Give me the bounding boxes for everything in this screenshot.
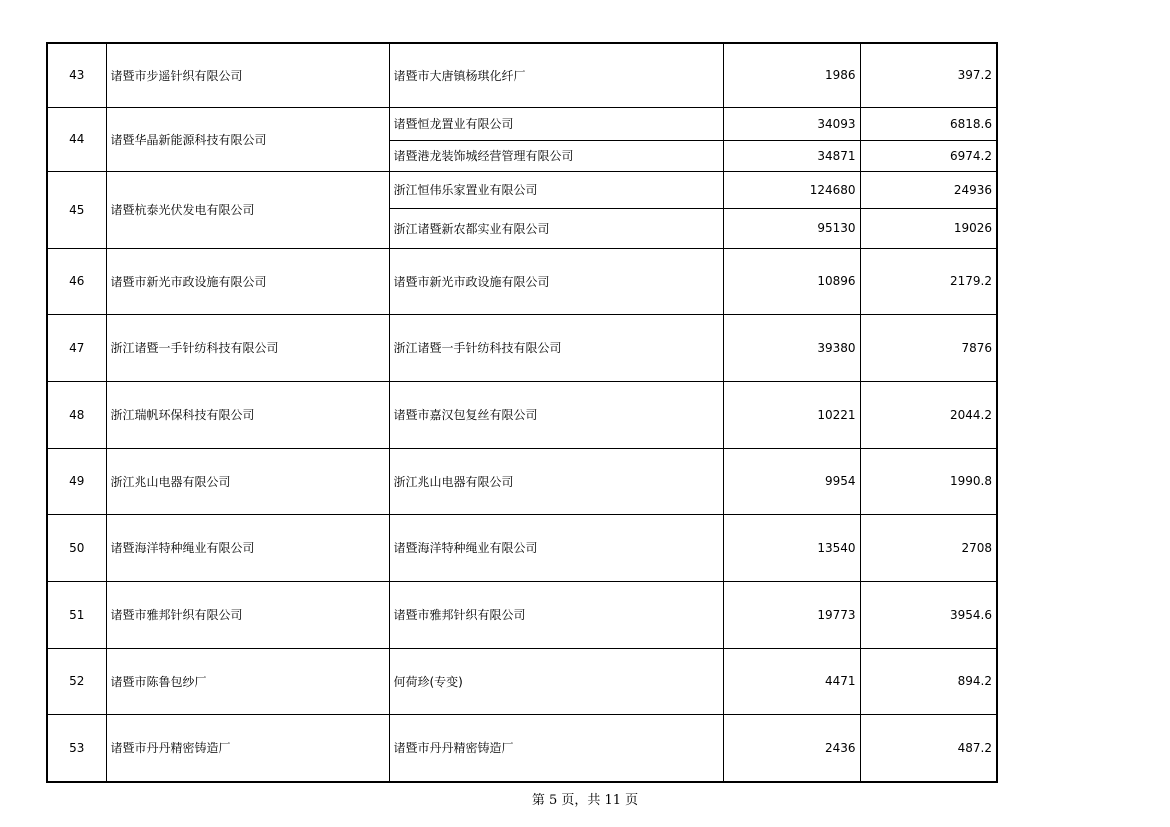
entry-name-cell: 何荷珍(专变) [389,648,723,714]
row-number-cell: 43 [47,43,106,107]
value-2-cell: 6818.6 [860,107,997,140]
value-1-cell: 9954 [723,448,860,514]
table-row [47,171,997,208]
entry-name-cell: 诸暨恒龙置业有限公司 [389,107,723,140]
table-row [47,581,997,648]
value-1-cell: 10896 [723,248,860,314]
value-2-cell: 2179.2 [860,248,997,314]
value-2-cell: 24936 [860,171,997,208]
entry-name-cell: 诸暨市丹丹精密铸造厂 [389,714,723,782]
row-number-cell: 51 [47,581,106,648]
value-1-cell: 19773 [723,581,860,648]
table-row [47,714,997,782]
entry-name-cell: 浙江恒伟乐家置业有限公司 [389,171,723,208]
entry-name-cell: 浙江诸暨新农都实业有限公司 [389,208,723,248]
value-2-cell: 2044.2 [860,381,997,448]
company-name-cell: 诸暨市丹丹精密铸造厂 [106,714,389,782]
row-number-cell: 50 [47,514,106,581]
value-1-cell: 2436 [723,714,860,782]
company-name-cell: 诸暨杭泰光伏发电有限公司 [106,171,389,248]
row-number-cell: 49 [47,448,106,514]
page-footer: 第 5 页，共 11 页 [531,793,639,808]
table-row [47,381,997,448]
entry-name-cell: 诸暨市雅邦针织有限公司 [389,581,723,648]
value-1-cell: 34093 [723,107,860,140]
table-row [47,648,997,714]
value-2-cell: 1990.8 [860,448,997,514]
row-number-cell: 45 [47,171,106,248]
value-1-cell: 124680 [723,171,860,208]
table-row [47,314,997,381]
row-number-cell: 46 [47,248,106,314]
value-1-cell: 95130 [723,208,860,248]
row-number-cell: 48 [47,381,106,448]
company-name-cell: 诸暨海洋特种绳业有限公司 [106,514,389,581]
value-2-cell: 3954.6 [860,581,997,648]
table-row [47,43,997,107]
company-name-cell: 诸暨市陈鲁包纱厂 [106,648,389,714]
company-name-cell: 诸暨华晶新能源科技有限公司 [106,107,389,171]
row-number-cell: 52 [47,648,106,714]
value-1-cell: 4471 [723,648,860,714]
value-2-cell: 2708 [860,514,997,581]
value-1-cell: 13540 [723,514,860,581]
value-1-cell: 1986 [723,43,860,107]
company-name-cell: 浙江兆山电器有限公司 [106,448,389,514]
value-2-cell: 397.2 [860,43,997,107]
entry-name-cell: 浙江诸暨一手针纺科技有限公司 [389,314,723,381]
company-name-cell: 浙江诸暨一手针纺科技有限公司 [106,314,389,381]
value-1-cell: 10221 [723,381,860,448]
entry-name-cell: 诸暨市嘉汉包复丝有限公司 [389,381,723,448]
data-table [46,42,998,783]
entry-name-cell: 浙江兆山电器有限公司 [389,448,723,514]
value-2-cell: 487.2 [860,714,997,782]
entry-name-cell: 诸暨市大唐镇杨琪化纤厂 [389,43,723,107]
company-name-cell: 浙江瑞帆环保科技有限公司 [106,381,389,448]
row-number-cell: 44 [47,107,106,171]
table-row [47,448,997,514]
table-row [47,107,997,140]
table-row [47,248,997,314]
company-name-cell: 诸暨市雅邦针织有限公司 [106,581,389,648]
table-row [47,514,997,581]
row-number-cell: 53 [47,714,106,782]
value-2-cell: 6974.2 [860,140,997,171]
table-body [47,43,997,782]
value-1-cell: 39380 [723,314,860,381]
value-2-cell: 894.2 [860,648,997,714]
value-2-cell: 7876 [860,314,997,381]
company-name-cell: 诸暨市步遥针织有限公司 [106,43,389,107]
entry-name-cell: 诸暨市新光市政设施有限公司 [389,248,723,314]
value-2-cell: 19026 [860,208,997,248]
company-name-cell: 诸暨市新光市政设施有限公司 [106,248,389,314]
entry-name-cell: 诸暨海洋特种绳业有限公司 [389,514,723,581]
value-1-cell: 34871 [723,140,860,171]
entry-name-cell: 诸暨港龙装饰城经营管理有限公司 [389,140,723,171]
row-number-cell: 47 [47,314,106,381]
